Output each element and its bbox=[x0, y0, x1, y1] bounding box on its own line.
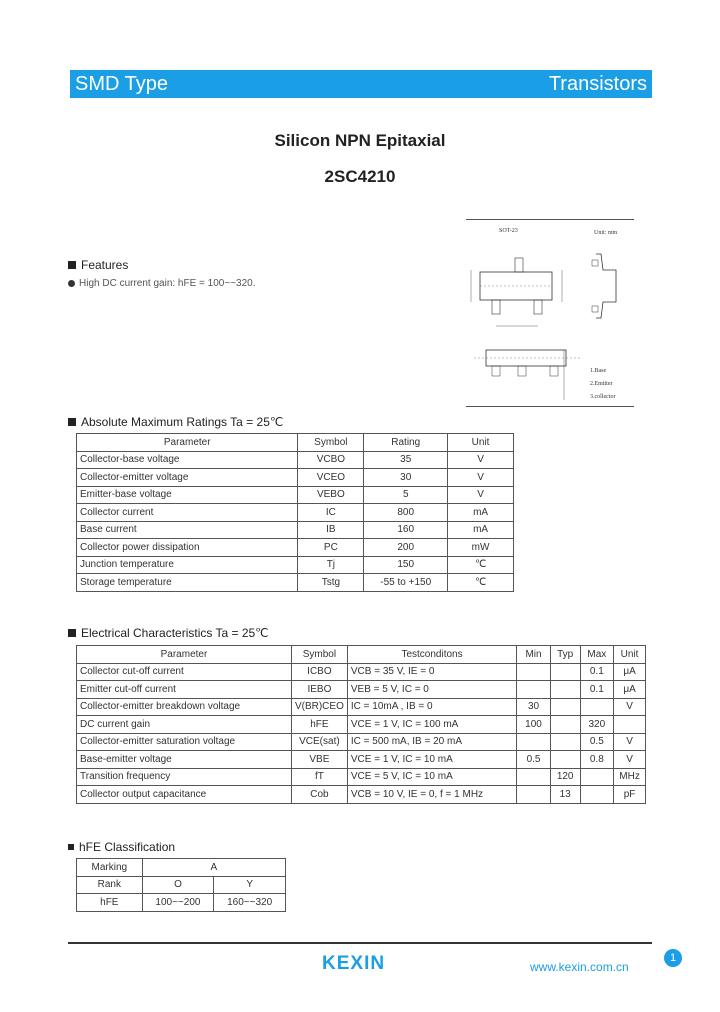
table-cell: Emitter cut-off current bbox=[77, 681, 292, 699]
table-cell: VCE = 1 V, IC = 10 mA bbox=[347, 751, 516, 769]
marking-label: Marking bbox=[77, 859, 143, 877]
table-row bbox=[77, 698, 646, 716]
table-cell bbox=[517, 733, 551, 751]
table-cell: 100 bbox=[517, 716, 551, 734]
rank-label: Rank bbox=[77, 876, 143, 894]
table-cell: DC current gain bbox=[77, 716, 292, 734]
table-cell: 150 bbox=[364, 556, 448, 574]
hfe-range-y: 160~~320 bbox=[214, 894, 286, 912]
table-cell: hFE bbox=[291, 716, 347, 734]
table-row bbox=[77, 486, 514, 504]
elec-heading: Electrical Characteristics Ta = 25℃ bbox=[68, 626, 269, 640]
rank-y: Y bbox=[214, 876, 286, 894]
table-cell: 0.1 bbox=[580, 663, 614, 681]
table-cell: V bbox=[614, 698, 646, 716]
table-cell: 320 bbox=[580, 716, 614, 734]
square-bullet-icon bbox=[68, 418, 76, 426]
table-cell: mW bbox=[448, 539, 514, 557]
hfe-heading: hFE Classification bbox=[68, 840, 175, 854]
page-number: 1 bbox=[664, 949, 682, 967]
table-cell: Collector current bbox=[77, 504, 298, 522]
table-cell: 5 bbox=[364, 486, 448, 504]
table-cell: pF bbox=[614, 786, 646, 804]
table-row bbox=[77, 521, 514, 539]
table-cell bbox=[580, 768, 614, 786]
table-cell: VEB = 5 V, IC = 0 bbox=[347, 681, 516, 699]
table-cell bbox=[517, 786, 551, 804]
table-cell: IC = 10mA , IB = 0 bbox=[347, 698, 516, 716]
pin-1-label: 1.Base bbox=[590, 368, 607, 374]
table-cell: VCE = 5 V, IC = 10 mA bbox=[347, 768, 516, 786]
hfe-range-o: 100~~200 bbox=[142, 894, 214, 912]
feature-item: High DC current gain: hFE = 100~~320. bbox=[68, 278, 256, 289]
table-cell: Collector-base voltage bbox=[77, 451, 298, 469]
doc-title: Silicon NPN Epitaxial bbox=[274, 131, 446, 150]
table-cell: 30 bbox=[517, 698, 551, 716]
header-left: SMD Type bbox=[75, 72, 168, 95]
table-cell: mA bbox=[448, 521, 514, 539]
unit-label: Unit: mm bbox=[594, 230, 618, 236]
table-cell: IC = 500 mA, IB = 20 mA bbox=[347, 733, 516, 751]
table-row bbox=[77, 768, 646, 786]
table-cell: Emitter-base voltage bbox=[77, 486, 298, 504]
table-cell: VEBO bbox=[298, 486, 364, 504]
table-cell: fT bbox=[291, 768, 347, 786]
table-cell bbox=[550, 751, 580, 769]
table-row bbox=[77, 663, 646, 681]
header-right: Transistors bbox=[548, 72, 647, 95]
table-cell: Base current bbox=[77, 521, 298, 539]
table-cell: VCE = 1 V, IC = 100 mA bbox=[347, 716, 516, 734]
table-cell bbox=[550, 733, 580, 751]
table-row bbox=[77, 469, 514, 487]
table-cell: mA bbox=[448, 504, 514, 522]
table-header-row bbox=[77, 646, 646, 664]
table-cell bbox=[550, 681, 580, 699]
column-header: Unit bbox=[614, 646, 646, 664]
table-cell: 0.1 bbox=[580, 681, 614, 699]
table-row bbox=[77, 451, 514, 469]
table-row bbox=[77, 876, 286, 894]
elec-table bbox=[76, 645, 646, 804]
table-cell: 30 bbox=[364, 469, 448, 487]
table-cell bbox=[580, 698, 614, 716]
table-cell: -55 to +150 bbox=[364, 574, 448, 592]
table-cell: VCB = 10 V, IE = 0, f = 1 MHz bbox=[347, 786, 516, 804]
column-header: Rating bbox=[364, 434, 448, 452]
header-banner bbox=[70, 70, 652, 98]
table-cell: Storage temperature bbox=[77, 574, 298, 592]
abs-max-heading: Absolute Maximum Ratings Ta = 25℃ bbox=[68, 415, 283, 429]
pin-3-label: 3.collector bbox=[590, 394, 616, 400]
table-cell: Tstg bbox=[298, 574, 364, 592]
table-cell: 35 bbox=[364, 451, 448, 469]
abs-max-table bbox=[76, 433, 514, 592]
table-cell: 0.5 bbox=[580, 733, 614, 751]
table-cell: Collector-emitter voltage bbox=[77, 469, 298, 487]
table-cell: Collector-emitter saturation voltage bbox=[77, 733, 292, 751]
footer-url[interactable]: www.kexin.com.cn bbox=[530, 960, 629, 974]
table-cell: IEBO bbox=[291, 681, 347, 699]
table-cell: V(BR)CEO bbox=[291, 698, 347, 716]
table-cell: μA bbox=[614, 663, 646, 681]
table-row bbox=[77, 751, 646, 769]
footer-divider bbox=[68, 942, 652, 944]
table-row bbox=[77, 894, 286, 912]
table-cell: MHz bbox=[614, 768, 646, 786]
table-cell: PC bbox=[298, 539, 364, 557]
column-header: Parameter bbox=[77, 434, 298, 452]
table-cell: μA bbox=[614, 681, 646, 699]
pin-2-label: 2.Emitter bbox=[590, 381, 613, 387]
table-cell: 120 bbox=[550, 768, 580, 786]
square-bullet-icon bbox=[68, 629, 76, 637]
package-outline-svg bbox=[466, 220, 634, 406]
column-header: Max bbox=[580, 646, 614, 664]
table-cell bbox=[517, 681, 551, 699]
hfe-table bbox=[76, 858, 286, 912]
table-cell bbox=[550, 716, 580, 734]
table-cell: Cob bbox=[291, 786, 347, 804]
table-row bbox=[77, 504, 514, 522]
table-row bbox=[77, 733, 646, 751]
table-row bbox=[77, 574, 514, 592]
table-cell: Base-emitter voltage bbox=[77, 751, 292, 769]
table-cell: IC bbox=[298, 504, 364, 522]
table-cell: Junction temperature bbox=[77, 556, 298, 574]
rank-o: O bbox=[142, 876, 214, 894]
table-cell: Collector-emitter breakdown voltage bbox=[77, 698, 292, 716]
table-cell: Collector output capacitance bbox=[77, 786, 292, 804]
marking-value: A bbox=[142, 859, 285, 877]
kexin-logo: KEXIN bbox=[322, 953, 386, 974]
column-header: Parameter bbox=[77, 646, 292, 664]
table-cell: V bbox=[614, 751, 646, 769]
table-cell: VCE(sat) bbox=[291, 733, 347, 751]
table-cell: Collector power dissipation bbox=[77, 539, 298, 557]
table-row bbox=[77, 786, 646, 804]
table-cell: V bbox=[448, 469, 514, 487]
table-cell: IB bbox=[298, 521, 364, 539]
table-cell: 200 bbox=[364, 539, 448, 557]
package-name: SOT-23 bbox=[499, 228, 518, 234]
package-drawing bbox=[466, 219, 634, 407]
table-row bbox=[77, 716, 646, 734]
table-cell: 800 bbox=[364, 504, 448, 522]
table-cell bbox=[580, 786, 614, 804]
table-cell: Tj bbox=[298, 556, 364, 574]
column-header: Testconditons bbox=[347, 646, 516, 664]
square-bullet-icon bbox=[68, 844, 74, 850]
features-heading: Features bbox=[68, 258, 128, 272]
table-cell: V bbox=[614, 733, 646, 751]
table-cell: Transition frequency bbox=[77, 768, 292, 786]
column-header: Typ bbox=[550, 646, 580, 664]
circle-bullet-icon bbox=[68, 280, 75, 287]
table-cell bbox=[517, 768, 551, 786]
table-cell: VCBO bbox=[298, 451, 364, 469]
column-header: Min bbox=[517, 646, 551, 664]
table-cell: 0.5 bbox=[517, 751, 551, 769]
column-header: Symbol bbox=[291, 646, 347, 664]
table-cell: Collector cut-off current bbox=[77, 663, 292, 681]
column-header: Symbol bbox=[298, 434, 364, 452]
part-number: 2SC4210 bbox=[324, 167, 396, 186]
table-cell: V bbox=[448, 451, 514, 469]
table-header-row bbox=[77, 434, 514, 452]
table-cell: VCEO bbox=[298, 469, 364, 487]
column-header: Unit bbox=[448, 434, 514, 452]
table-cell: ICBO bbox=[291, 663, 347, 681]
table-cell: 160 bbox=[364, 521, 448, 539]
table-cell: VBE bbox=[291, 751, 347, 769]
table-cell bbox=[550, 698, 580, 716]
hfe-label: hFE bbox=[77, 894, 143, 912]
table-row bbox=[77, 859, 286, 877]
table-cell bbox=[517, 663, 551, 681]
table-cell: 13 bbox=[550, 786, 580, 804]
table-cell bbox=[614, 716, 646, 734]
square-bullet-icon bbox=[68, 261, 76, 269]
table-cell bbox=[550, 663, 580, 681]
table-row bbox=[77, 539, 514, 557]
table-cell: 0.8 bbox=[580, 751, 614, 769]
table-row bbox=[77, 681, 646, 699]
table-cell: V bbox=[448, 486, 514, 504]
table-row bbox=[77, 556, 514, 574]
table-cell: ℃ bbox=[448, 574, 514, 592]
table-cell: ℃ bbox=[448, 556, 514, 574]
table-cell: VCB = 35 V, IE = 0 bbox=[347, 663, 516, 681]
